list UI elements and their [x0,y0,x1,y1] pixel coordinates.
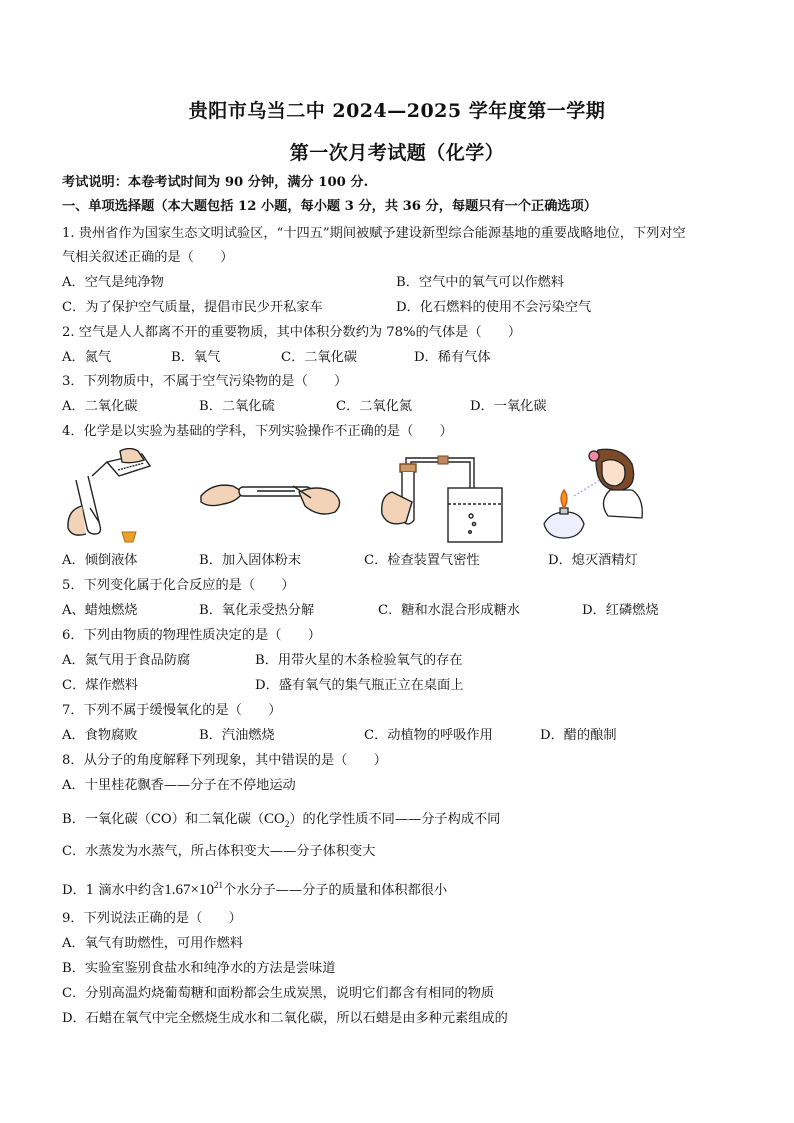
q9-option-b: B．实验室鉴别食盐水和纯净水的方法是尝味道 [62,961,336,976]
q2-stem: 2. 空气是人人都离不开的重要物质，其中体积分数约为 78%的气体是（ ） [62,325,522,340]
q6-option-d: D．盛有氧气的集气瓶正立在桌面上 [255,678,464,693]
q9-option-a: A．氧气有助燃性，可用作燃料 [62,936,243,951]
pouring-liquid-illustration [62,448,172,548]
q7-option-c: C．动植物的呼吸作用 [364,728,493,743]
q2-option-d: D．稀有气体 [414,350,491,365]
q8-option-c: C．水蒸发为水蒸气，所占体积变大——分子体积变大 [62,844,376,859]
exam-instructions: 考试说明：本卷考试时间为 90 分钟，满分 100 分. [62,175,369,190]
q3-option-d: D．一氧化碳 [470,399,547,414]
q1-option-b: B．空气中的氧气可以作燃料 [396,275,564,290]
q5-stem: 5．下列变化属于化合反应的是（ ） [62,578,295,593]
scientific-number [164,882,223,898]
exam-title: 贵阳市乌当二中 2024—2025 学年度第一学期 [188,100,606,122]
q1-option-d: D．化石燃料的使用不会污染空气 [396,300,592,315]
q6-option-b: B．用带火星的木条检验氧气的存在 [255,653,463,668]
q8-stem: 8．从分子的角度解释下列现象，其中错误的是（ ） [62,753,387,768]
q8-option-d-prefix: D．1 滴水中约含 [62,883,165,898]
q4-option-a: A．倾倒液体 [62,553,138,568]
adding-powder-illustration [199,468,349,528]
co2-formula [264,811,289,827]
q4-stem: 4．化学是以实验为基础的学科，下列实验操作不正确的是（ ） [62,424,453,439]
q7-option-b: B．汽油燃烧 [199,728,275,743]
q6-stem: 6．下列由物质的物理性质决定的是（ ） [62,628,321,643]
q8-option-d-suffix: 个水分子——分子的质量和体积都很小 [223,883,448,898]
q8-option-b-suffix: ）的化学性质不同——分子构成不同 [289,812,501,827]
q8-option-a: A．十里桂花飘香——分子在不停地运动 [62,778,296,793]
q9-option-d: D．石蜡在氧气中完全燃烧生成水和二氧化碳，所以石蜡是由多种元素组成的 [62,1011,508,1026]
q3-option-b: B．二氧化硫 [199,399,275,414]
q4-option-c: C．检查装置气密性 [364,553,480,568]
q5-option-a: A、蜡烛燃烧 [62,603,138,618]
q3-stem: 3．下列物质中，不属于空气污染物的是（ ） [62,374,348,389]
extinguish-lamp-illustration [540,446,650,546]
q5-option-c: C．糖和水混合形成糖水 [378,603,520,618]
q5-option-d: D．红磷燃烧 [582,603,659,618]
q7-option-a: A．食物腐败 [62,728,138,743]
q5-option-b: B．氧化汞受热分解 [199,603,315,618]
scientific-number-exponent: 21 [214,880,223,890]
q9-option-c: C．分别高温灼烧葡萄糖和面粉都会生成炭黑，说明它们都含有相同的物质 [62,986,495,1001]
q7-stem: 7．下列不属于缓慢氧化的是（ ） [62,703,282,718]
q4-option-b: B．加入固体粉末 [199,553,302,568]
q4-option-d: D．熄灭酒精灯 [548,553,638,568]
q6-option-a: A．氮气用于食品防腐 [62,653,191,668]
q8-option-b [62,810,500,833]
q8-option-b-prefix: B．一氧化碳（CO）和二氧化碳（ [62,812,265,827]
airtightness-check-illustration [378,452,508,552]
q1-option-a: A．空气是纯净物 [62,275,164,290]
q8-option-d [62,876,447,900]
co2-formula-base: CO [264,811,285,827]
q1-option-c: C．为了保护空气质量，提倡市民少开私家车 [62,300,323,315]
q9-stem: 9．下列说法正确的是（ ） [62,911,242,926]
q6-option-c: C．煤作燃料 [62,678,139,693]
q1-stem-line1: 1. 贵州省作为国家生态文明试验区，“十四五”期间被赋予建设新型综合能源基地的重要战略地位，下列对空 [62,226,686,241]
q3-option-c: C．二氧化氮 [336,399,413,414]
section-heading: 一、单项选择题（本大题包括 12 小题，每小题 3 分，共 36 分，每题只有一个正确选项） [62,199,597,214]
q2-option-c: C．二氧化碳 [281,350,358,365]
exam-subtitle: 第一次月考试题（化学） [289,142,505,164]
q2-option-a: A．氮气 [62,350,112,365]
scientific-number-base: 1.67×10 [164,882,214,898]
q2-option-b: B．氧气 [171,350,221,365]
co2-formula-subscript: 2 [284,819,290,829]
q1-stem-line2: 气相关叙述正确的是（ ） [62,250,234,265]
q3-option-a: A．二氧化碳 [62,399,138,414]
q7-option-d: D．醋的酿制 [540,728,617,743]
